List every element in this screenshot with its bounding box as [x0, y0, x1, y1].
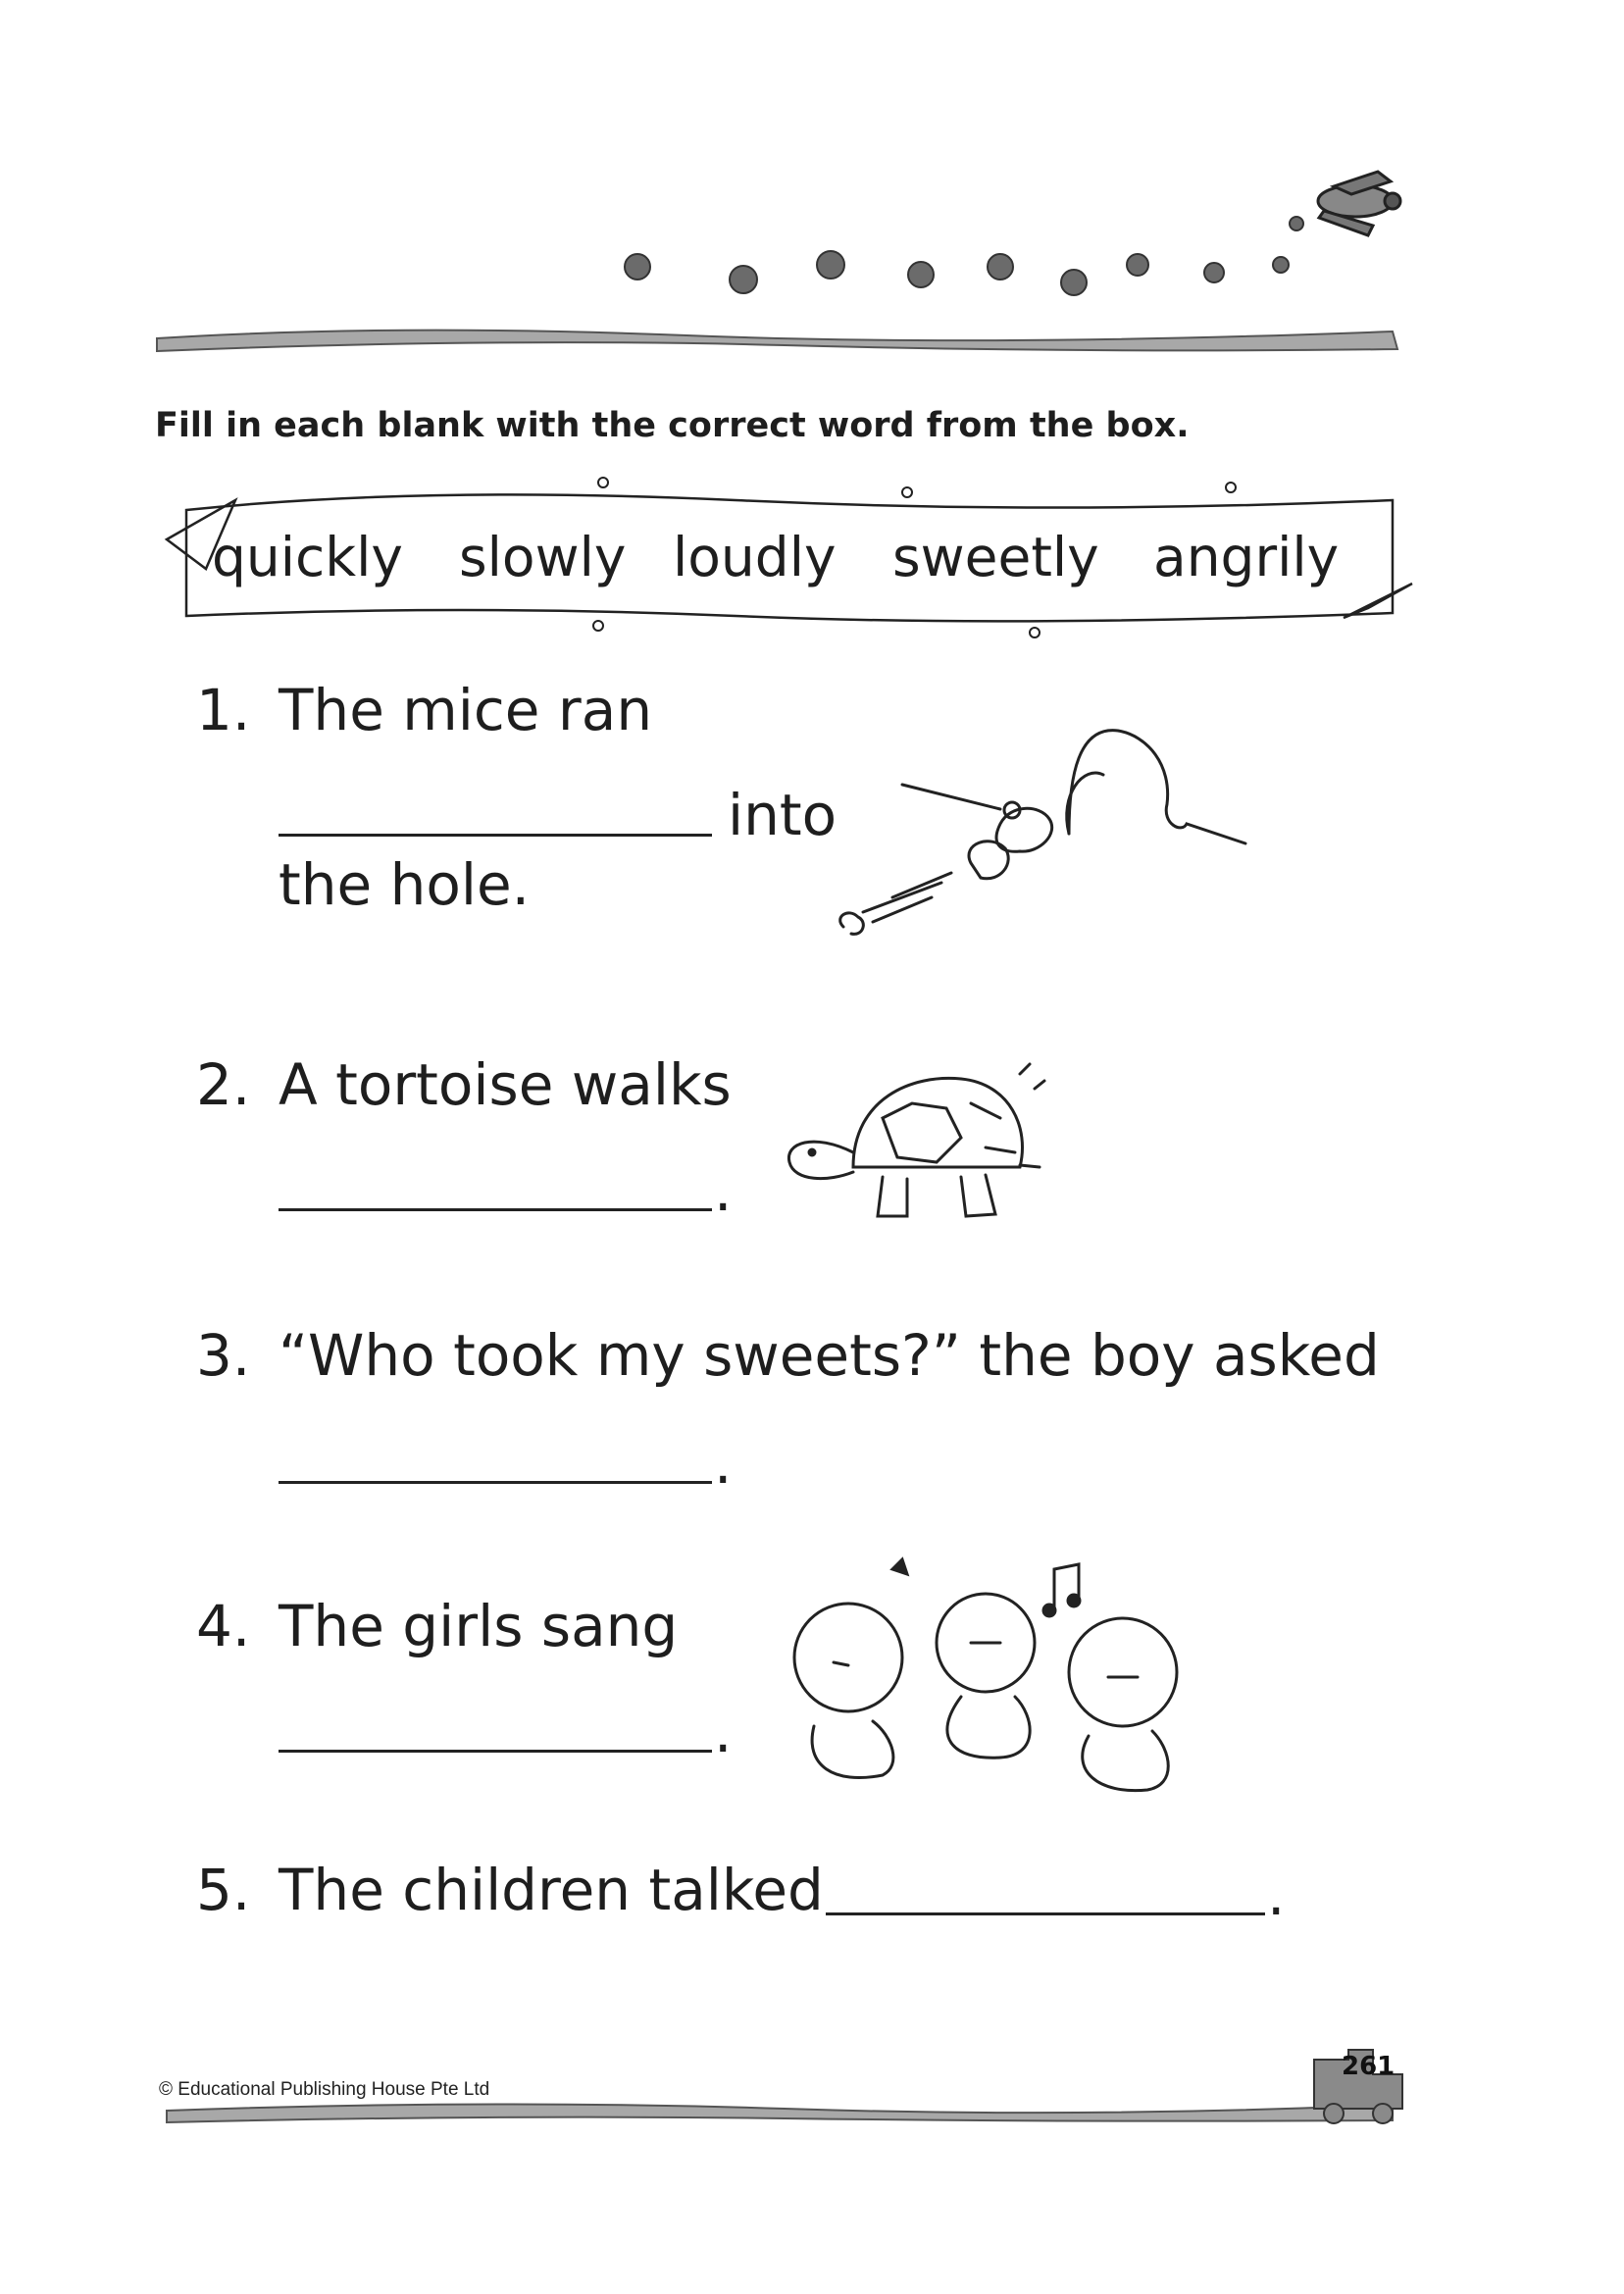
singing-girls-icon — [775, 1550, 1226, 1805]
question-number: 2. — [196, 1051, 251, 1118]
airplane-trail-decoration — [0, 0, 1624, 392]
period: . — [714, 1157, 733, 1224]
question-number: 4. — [196, 1593, 251, 1659]
word-option: quickly — [212, 526, 403, 588]
word-box — [196, 518, 1373, 596]
period: . — [1267, 1861, 1286, 1928]
word-option: sweetly — [892, 526, 1099, 588]
question-text: into — [728, 782, 837, 848]
answer-blank[interactable] — [279, 1750, 712, 1753]
question-text: The girls sang — [279, 1593, 679, 1659]
word-option: slowly — [459, 526, 627, 588]
question-text: The children talked — [279, 1857, 824, 1923]
word-option: loudly — [673, 526, 837, 588]
question-text: “Who took my sweets?” the boy asked — [279, 1322, 1380, 1389]
page-number: 261 — [1342, 2052, 1396, 2081]
answer-blank[interactable] — [826, 1912, 1265, 1915]
answer-blank[interactable] — [279, 1481, 712, 1484]
answer-blank[interactable] — [279, 834, 712, 837]
instruction-text: Fill in each blank with the correct word from the box. — [155, 406, 1190, 445]
period: . — [714, 1699, 733, 1765]
tortoise-icon — [775, 1059, 1049, 1236]
mouse-running-icon — [824, 716, 1255, 961]
question-text: A tortoise walks — [279, 1051, 732, 1118]
answer-blank[interactable] — [279, 1208, 712, 1211]
question-number: 1. — [196, 677, 251, 743]
question-number: 3. — [196, 1322, 251, 1389]
question-number: 5. — [196, 1857, 251, 1923]
word-option: angrily — [1153, 526, 1340, 588]
period: . — [714, 1430, 733, 1497]
airplane-icon — [1318, 172, 1400, 235]
top-band — [157, 331, 1397, 351]
question-text: the hole. — [279, 851, 531, 918]
question-text: The mice ran — [279, 677, 653, 743]
copyright-text: © Educational Publishing House Pte Ltd — [159, 2079, 490, 2100]
